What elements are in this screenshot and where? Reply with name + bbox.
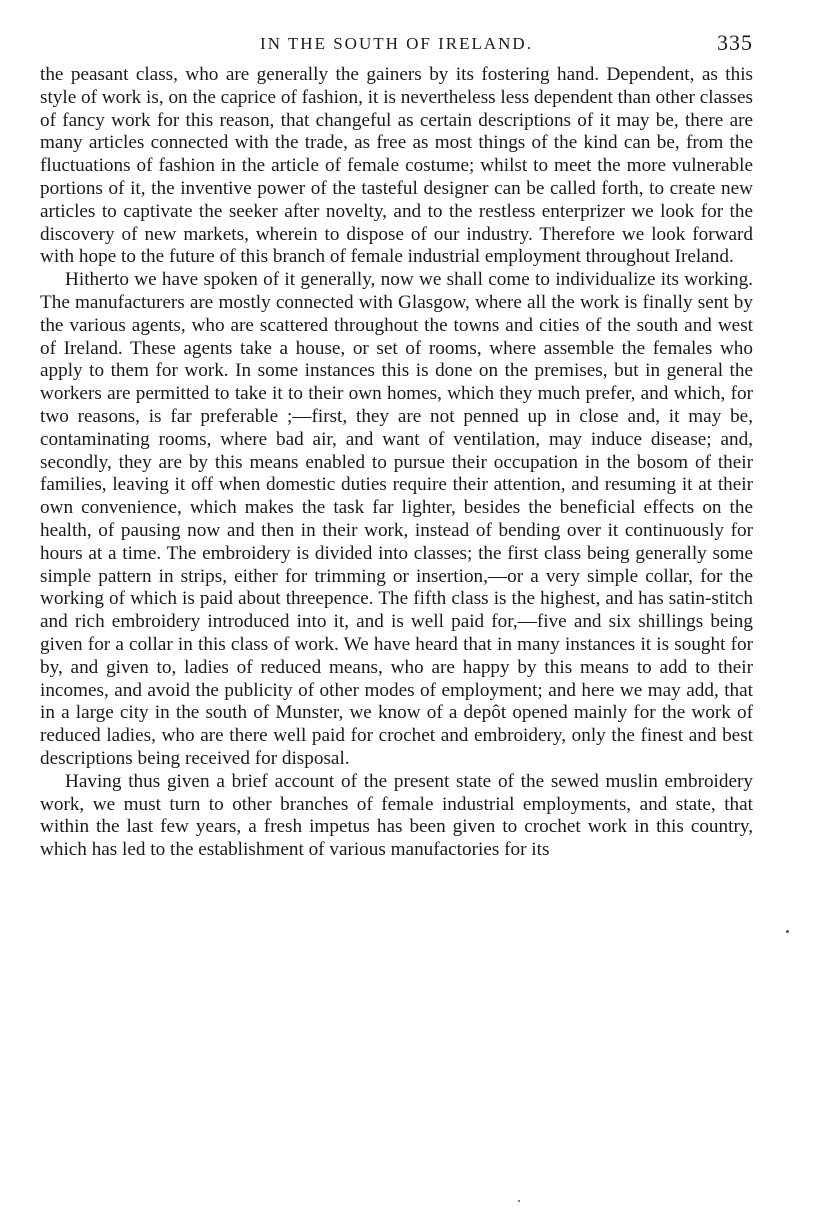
stray-ink-mark [518,1200,520,1202]
paragraph-3: Having thus given a brief account of the present state of the sewed muslin embroidery work, we must turn to other branches of female industrial employments, and state, that within the last few years, a fresh impetus has been given to crochet work in this country, which has led to the establishment of various manufactories for its [40,770,753,861]
page-number: 335 [717,30,753,55]
stray-ink-mark [786,930,789,933]
body-text [40,64,753,862]
paragraph-1: the peasant class, who are generally the gainers by its fostering hand. Dependent, as this style of work is, on the caprice of fashion, it is nevertheless less dependent than other classes of fancy work for this reason, that changeful as certain descriptions of it may be, there are many articles connected with the trade, as free as most things of the kind can be, from the fluctuations of fashion in the article of female costume; whilst to meet the more vulnerable portions of it, the inventive power of the tasteful designer can be called forth, to create new articles to captivate the seeker after novelty, and to the restless enterprizer we look for the discovery of new markets, wherein to dispose of our industry. Therefore we look forward with hope to the future of this branch of female industrial employment throughout Ireland. [40,64,753,268]
paragraph-2: Hitherto we have spoken of it generally, now we shall come to individualize its working. The manufacturers are mostly connected with Glasgow, where all the work is finally sent by the various agents, who are scattered throughout the towns and cities of the south and west of Ireland. These agents take a house, or set of rooms, where assemble the females who apply to them for work. In some instances this is done on the premises, but in general the workers are permitted to take it to their own homes, which they much prefer, and which, for two reasons, is far preferable ;—first, they are not penned up in close and, it may be, contaminating rooms, where bad air, and want of ventilation, may induce disease; and, secondly, they are by this means enabled to pursue their occupation in the bosom of their families, leaving it off when domestic duties require their attention, and resuming it at their own convenience, which makes the task far lighter, besides the beneficial effects on the health, of pausing now and then in their work, instead of bending over it continuously for hours at a time. The embroidery is divided into classes; the first class being generally some simple pattern in strips, either for trimming or insertion,—or a very simple collar, for the working of which is paid about threepence. The fifth class is the highest, and has satin-stitch and rich embroidery introduced into it, and is well paid for,—five and six shillings being given for a collar in this class of work. We have heard that in many instances it is sought for by, and given to, ladies of reduced means, who are happy by this means to add to their incomes, and avoid the publicity of other modes of employment; and here we may add, that in a large city in the south of Munster, we know of a depôt opened mainly for the work of reduced ladies, who are there well paid for crochet and embroidery, only the finest and best descriptions being received for disposal. [40,269,753,769]
page-header [40,30,753,64]
running-title: IN THE SOUTH OF IRELAND. [260,34,533,53]
